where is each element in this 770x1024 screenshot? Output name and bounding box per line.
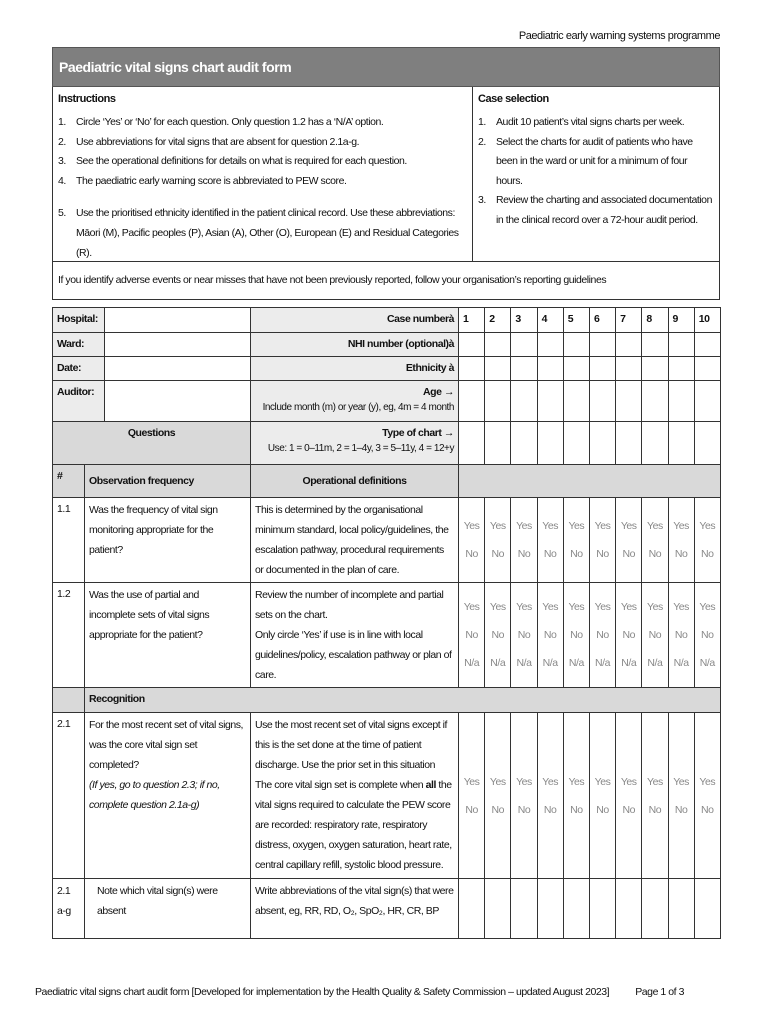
item-text: Circle ‘Yes’ or ‘No’ for each question. Only question 1.2 has a ‘N/A’ option. — [76, 116, 384, 128]
item-number: 2. — [478, 135, 486, 148]
answer-option-yes[interactable]: Yes — [489, 520, 506, 532]
date-input[interactable] — [105, 357, 251, 381]
case-answer-cell — [589, 583, 615, 688]
question-text — [85, 713, 251, 879]
chart-type-row — [53, 422, 721, 465]
case-entry-cell[interactable] — [668, 879, 694, 939]
case-entry-cell[interactable] — [485, 333, 511, 357]
case-selection — [473, 87, 720, 261]
instruction-item — [58, 152, 467, 172]
case-entry-cell[interactable] — [537, 357, 563, 381]
header-filler — [459, 465, 721, 498]
case-answer-cell — [563, 713, 589, 879]
case-number: 10 — [694, 308, 720, 333]
answer-option-no[interactable]: No — [622, 629, 635, 641]
answer-option-yes[interactable]: Yes — [620, 520, 637, 532]
question-row-1-1 — [53, 498, 721, 583]
case-entry-cell[interactable] — [642, 357, 668, 381]
instructions — [53, 87, 473, 261]
instruction-item — [58, 172, 467, 192]
item-text: The paediatric early warning score is abbreviated to PEW score. — [76, 174, 347, 187]
answer-option-na[interactable]: N/a — [542, 657, 558, 669]
answer-option-yes[interactable]: Yes — [542, 520, 559, 532]
answer-option-yes[interactable]: Yes — [568, 520, 585, 532]
answer-option-yes[interactable]: Yes — [568, 601, 585, 613]
answer-option-yes[interactable]: Yes — [620, 601, 637, 613]
case-answer-cell — [616, 583, 642, 688]
item-number: 3. — [478, 194, 486, 206]
answer-option-yes[interactable]: Yes — [463, 520, 480, 532]
answer-option-no[interactable]: No — [648, 548, 662, 560]
footer-text: Paediatric vital signs chart audit form [Developed for implementation by the Health Quality & Safety Commission – updated August 2023] — [35, 986, 610, 998]
answer-option-yes[interactable]: Yes — [542, 601, 559, 613]
case-answer-cell — [537, 713, 563, 879]
answer-option-no[interactable]: No — [648, 629, 662, 641]
item-text: Use the prioritised ethnicity identified in the patient clinical record. Use these abbreviations: Māori (M), Pacific peoples (P), Asian (A), Other (O), European (E) and Residual Categories (R). — [76, 207, 459, 259]
answer-option-yes[interactable]: Yes — [516, 601, 532, 613]
instruction-item — [58, 113, 467, 133]
case-answer-cell — [459, 583, 485, 688]
case-entry-cell[interactable] — [511, 333, 537, 357]
case-answer-cell — [642, 583, 668, 688]
case-entry-cell[interactable] — [485, 422, 511, 465]
case-number: 8 — [642, 308, 668, 333]
case-selection-heading: Case selection — [478, 93, 549, 105]
case-answer-cell — [459, 498, 485, 583]
case-answer-cell — [642, 498, 668, 583]
answer-option-na[interactable]: N/a — [464, 657, 480, 669]
nhi-label: NHI number (optional)à — [251, 333, 459, 357]
ethnicity-label: Ethnicity à — [251, 357, 459, 381]
case-entry-cell[interactable] — [694, 333, 720, 357]
question-text: Note which vital sign(s) were absent — [85, 879, 251, 939]
instructions-box — [52, 87, 720, 262]
answer-option-yes[interactable]: Yes — [516, 520, 532, 532]
case-entry-cell[interactable] — [589, 381, 615, 422]
case-entry-cell[interactable] — [589, 879, 615, 939]
answer-option-no[interactable]: No — [491, 548, 505, 560]
case-entry-cell[interactable] — [589, 333, 615, 357]
case-entry-cell[interactable] — [485, 357, 511, 381]
observation-frequency-heading: Observation frequency — [85, 465, 251, 498]
answer-option-no[interactable]: No — [570, 803, 583, 816]
item-text: See the operational definitions for details on what is required for each question. — [76, 155, 407, 167]
answer-option-no[interactable]: No — [674, 629, 688, 641]
instruction-item — [58, 203, 467, 263]
answer-option-yes[interactable]: Yes — [647, 775, 663, 788]
operational-definition: This is determined by the organisational minimum standard, local policy/guidelines, the escalation pathway, procedural requirements or documented in the plan of care. — [251, 498, 459, 583]
answer-option-yes[interactable]: Yes — [463, 775, 480, 788]
answer-option-no[interactable]: No — [491, 629, 505, 641]
answer-option-no[interactable]: No — [465, 548, 478, 560]
case-entry-cell[interactable] — [694, 879, 720, 939]
question-row-2-1a-g — [53, 879, 721, 939]
answer-option-yes[interactable]: Yes — [620, 775, 637, 788]
answer-option-no[interactable]: No — [596, 548, 609, 560]
case-entry-cell[interactable] — [668, 357, 694, 381]
answer-option-no[interactable]: No — [701, 629, 714, 641]
adverse-events-note: If you identify adverse events or near misses that have not been previously reported, follow your organisation’s reporting guidelines — [52, 262, 720, 300]
case-answer-cell — [563, 583, 589, 688]
case-selection-item — [478, 113, 715, 133]
answer-option-yes[interactable]: Yes — [699, 775, 716, 788]
case-entry-cell[interactable] — [668, 381, 694, 422]
case-entry-cell[interactable] — [511, 357, 537, 381]
answer-option-yes[interactable]: Yes — [673, 601, 689, 613]
ward-label: Ward: — [53, 333, 105, 357]
case-entry-cell[interactable] — [537, 381, 563, 422]
answer-option-no[interactable]: No — [517, 548, 531, 560]
answer-option-no[interactable]: No — [674, 548, 688, 560]
date-label: Date: — [53, 357, 105, 381]
case-entry-cell[interactable] — [694, 357, 720, 381]
case-entry-cell[interactable] — [459, 333, 485, 357]
chart-type-label: Type of chart → — [382, 427, 454, 439]
age-label: Age → — [422, 386, 454, 398]
answer-option-yes[interactable]: Yes — [568, 775, 585, 788]
answer-option-na[interactable]: N/a — [621, 657, 637, 669]
case-entry-cell[interactable] — [511, 422, 537, 465]
answer-option-no[interactable]: No — [570, 548, 583, 560]
form-title: Paediatric vital signs chart audit form — [52, 47, 720, 87]
answer-option-no[interactable]: No — [596, 803, 609, 816]
definition-part: The core vital sign set is complete when — [255, 779, 426, 791]
case-entry-cell[interactable] — [563, 333, 589, 357]
case-entry-cell[interactable] — [459, 381, 485, 422]
case-entry-cell[interactable] — [459, 357, 485, 381]
case-number: 7 — [616, 308, 642, 333]
item-text: Select the charts for audit of patients who have been in the ward or unit for a minimum of four hours. — [496, 135, 693, 187]
case-answer-cell — [485, 498, 511, 583]
case-entry-cell[interactable] — [563, 879, 589, 939]
case-entry-cell[interactable] — [616, 422, 642, 465]
case-entry-cell[interactable] — [694, 422, 720, 465]
answer-option-no[interactable]: No — [517, 629, 531, 641]
answer-option-no[interactable]: No — [491, 803, 505, 816]
item-number: 5. — [58, 207, 66, 219]
case-answer-cell — [589, 713, 615, 879]
case-entry-cell[interactable] — [459, 879, 485, 939]
age-cell — [251, 381, 459, 422]
age-row — [53, 381, 721, 422]
case-number: 4 — [537, 308, 563, 333]
case-entry-cell[interactable] — [642, 879, 668, 939]
operational-definitions-heading: Operational definitions — [251, 465, 459, 498]
definition-part: Use the most recent set of vital signs except if this is the set done at the time of patient discharge. Use the prior set in this situation — [255, 719, 447, 771]
item-number: 1. — [58, 116, 66, 128]
instructions-heading: Instructions — [58, 93, 116, 105]
question-note: (If yes, go to question 2.3; if no, complete question 2.1a-g) — [89, 779, 220, 811]
programme-name: Paediatric early warning systems programme — [518, 30, 720, 42]
question-main: For the most recent set of vital signs, was the core vital sign set completed? — [89, 719, 244, 771]
question-number: 1.1 — [53, 498, 85, 583]
case-entry-cell[interactable] — [616, 381, 642, 422]
operational-definition: Write abbreviations of the vital sign(s) that were absent, eg, RR, RD, O₂, SpO₂, HR, CR, BP — [251, 879, 459, 939]
item-number: 4. — [58, 174, 66, 187]
case-entry-cell[interactable] — [589, 422, 615, 465]
answer-option-yes[interactable]: Yes — [594, 775, 611, 788]
case-answer-cell — [616, 498, 642, 583]
section-number-blank — [53, 688, 85, 713]
answer-option-yes[interactable]: Yes — [489, 775, 506, 788]
case-answer-cell — [694, 713, 720, 879]
answer-option-yes[interactable]: Yes — [516, 775, 532, 788]
answer-option-na[interactable]: N/a — [490, 657, 506, 669]
answer-option-no[interactable]: No — [701, 803, 714, 816]
case-answer-cell — [589, 498, 615, 583]
answer-option-yes[interactable]: Yes — [699, 601, 716, 613]
case-selection-item — [478, 133, 715, 192]
case-entry-cell[interactable] — [459, 422, 485, 465]
case-number: 6 — [589, 308, 615, 333]
chart-type-note: Use: 1 = 0–11m, 2 = 1–4y, 3 = 5–11y, 4 = 12+y — [267, 443, 454, 454]
case-entry-cell[interactable] — [563, 357, 589, 381]
case-answer-cell — [459, 713, 485, 879]
case-entry-cell[interactable] — [616, 333, 642, 357]
case-answer-cell — [668, 713, 694, 879]
case-entry-cell[interactable] — [537, 333, 563, 357]
answer-option-na[interactable]: N/a — [673, 657, 689, 669]
answer-option-no[interactable]: No — [648, 803, 662, 816]
answer-option-yes[interactable]: Yes — [542, 775, 559, 788]
item-text: Use abbreviations for vital signs that are absent for question 2.1a-g. — [76, 135, 360, 148]
hospital-label: Hospital: — [53, 308, 105, 333]
case-entry-cell[interactable] — [537, 422, 563, 465]
answer-option-no[interactable]: No — [517, 803, 531, 816]
item-number: 3. — [58, 155, 66, 167]
case-answer-cell — [668, 498, 694, 583]
answer-option-yes[interactable]: Yes — [699, 520, 716, 532]
case-entry-cell[interactable] — [616, 357, 642, 381]
question-number: 1.2 — [53, 583, 85, 688]
age-note: Include month (m) or year (y), eg, 4m = 4 month — [262, 402, 454, 413]
case-entry-cell[interactable] — [668, 333, 694, 357]
case-selection-item — [478, 191, 715, 230]
answer-option-no[interactable]: No — [570, 629, 583, 641]
case-answer-cell — [511, 498, 537, 583]
definition-part: Only circle ‘Yes’ if use is in line with local guidelines/policy, escalation pathway or plan of care. — [255, 629, 452, 681]
answer-option-yes[interactable]: Yes — [594, 601, 611, 613]
item-text: Review the charting and associated documentation in the clinical record over a 72-hour audit period. — [496, 194, 712, 226]
answer-option-no[interactable]: No — [543, 629, 557, 641]
operational-definition — [251, 713, 459, 879]
answer-option-no[interactable]: No — [622, 548, 635, 560]
questions-heading: Questions — [53, 422, 251, 465]
answer-option-na[interactable]: N/a — [647, 657, 663, 669]
audit-table — [52, 307, 721, 939]
answer-option-yes[interactable]: Yes — [594, 520, 611, 532]
case-entry-cell[interactable] — [694, 381, 720, 422]
answer-option-no[interactable]: No — [622, 803, 635, 816]
answer-option-na[interactable]: N/a — [516, 657, 532, 669]
case-answer-cell — [511, 713, 537, 879]
answer-option-na[interactable]: N/a — [699, 657, 715, 669]
case-answer-cell — [616, 713, 642, 879]
case-entry-cell[interactable] — [563, 422, 589, 465]
number-heading: # — [53, 465, 85, 498]
case-entry-cell[interactable] — [668, 422, 694, 465]
answer-option-na[interactable]: N/a — [595, 657, 611, 669]
case-entry-cell[interactable] — [642, 333, 668, 357]
item-number: 1. — [478, 116, 486, 128]
operational-definition — [251, 583, 459, 688]
nhi-row — [53, 333, 721, 357]
answer-option-yes[interactable]: Yes — [489, 601, 506, 613]
chart-type-cell — [251, 422, 459, 465]
case-answer-cell — [642, 713, 668, 879]
auditor-input[interactable] — [105, 381, 251, 422]
section-recognition: Recognition — [85, 688, 721, 713]
case-number: 9 — [668, 308, 694, 333]
case-entry-cell[interactable] — [511, 381, 537, 422]
case-number: 3 — [511, 308, 537, 333]
answer-option-yes[interactable]: Yes — [647, 601, 663, 613]
question-text: Was the frequency of vital sign monitoring appropriate for the patient? — [85, 498, 251, 583]
question-number: 2.1 — [53, 713, 85, 879]
case-answer-cell — [485, 583, 511, 688]
ethnicity-row — [53, 357, 721, 381]
case-entry-cell[interactable] — [485, 381, 511, 422]
page-number: Page 1 of 3 — [635, 986, 684, 998]
case-answer-cell — [537, 498, 563, 583]
case-number-label: Case numberà — [251, 308, 459, 333]
case-answer-cell — [485, 713, 511, 879]
answer-option-yes[interactable]: Yes — [673, 520, 689, 532]
case-entry-cell[interactable] — [511, 879, 537, 939]
case-entry-cell[interactable] — [589, 357, 615, 381]
case-answer-cell — [694, 498, 720, 583]
case-number: 2 — [485, 308, 511, 333]
auditor-label: Auditor: — [53, 381, 105, 422]
hospital-input[interactable] — [105, 308, 251, 333]
answer-option-no[interactable]: No — [465, 803, 478, 816]
case-entry-cell[interactable] — [537, 879, 563, 939]
case-answer-cell — [668, 583, 694, 688]
answer-option-no[interactable]: No — [465, 629, 478, 641]
case-number: 5 — [563, 308, 589, 333]
answer-option-na[interactable]: N/a — [568, 657, 584, 669]
case-answer-cell — [563, 498, 589, 583]
answer-option-yes[interactable]: Yes — [463, 601, 480, 613]
question-text: Was the use of partial and incomplete sets of vital signs appropriate for the patient? — [85, 583, 251, 688]
answer-option-yes[interactable]: Yes — [673, 775, 689, 788]
case-entry-cell[interactable] — [642, 422, 668, 465]
case-entry-cell[interactable] — [616, 879, 642, 939]
case-number: 1 — [459, 308, 485, 333]
ward-input[interactable] — [105, 333, 251, 357]
definition-part: Review the number of incomplete and partial sets on the chart. — [255, 589, 444, 621]
case-answer-cell — [511, 583, 537, 688]
answer-option-yes[interactable]: Yes — [647, 520, 663, 532]
answer-option-no[interactable]: No — [543, 548, 557, 560]
case-answer-cell — [694, 583, 720, 688]
instruction-item — [58, 133, 467, 153]
item-text: Audit 10 patient’s vital signs charts per week. — [496, 116, 685, 128]
case-entry-cell[interactable] — [642, 381, 668, 422]
definition-emphasis: all — [425, 779, 436, 791]
case-entry-cell[interactable] — [563, 381, 589, 422]
case-entry-cell[interactable] — [485, 879, 511, 939]
answer-option-no[interactable]: No — [596, 629, 609, 641]
question-row-2-1 — [53, 713, 721, 879]
answer-option-no[interactable]: No — [674, 803, 688, 816]
answer-option-no[interactable]: No — [543, 803, 557, 816]
question-number: 2.1 a-g — [53, 879, 85, 939]
case-answer-cell — [537, 583, 563, 688]
item-number: 2. — [58, 135, 66, 148]
question-row-1-2 — [53, 583, 721, 688]
definition-part: the vital signs required to calculate the PEW score are recorded: respiratory rate, respiratory distress, oxygen, oxygen saturation, heart rate, central capillary refill, systolic blood pressure. — [255, 779, 452, 871]
answer-option-no[interactable]: No — [701, 548, 714, 560]
